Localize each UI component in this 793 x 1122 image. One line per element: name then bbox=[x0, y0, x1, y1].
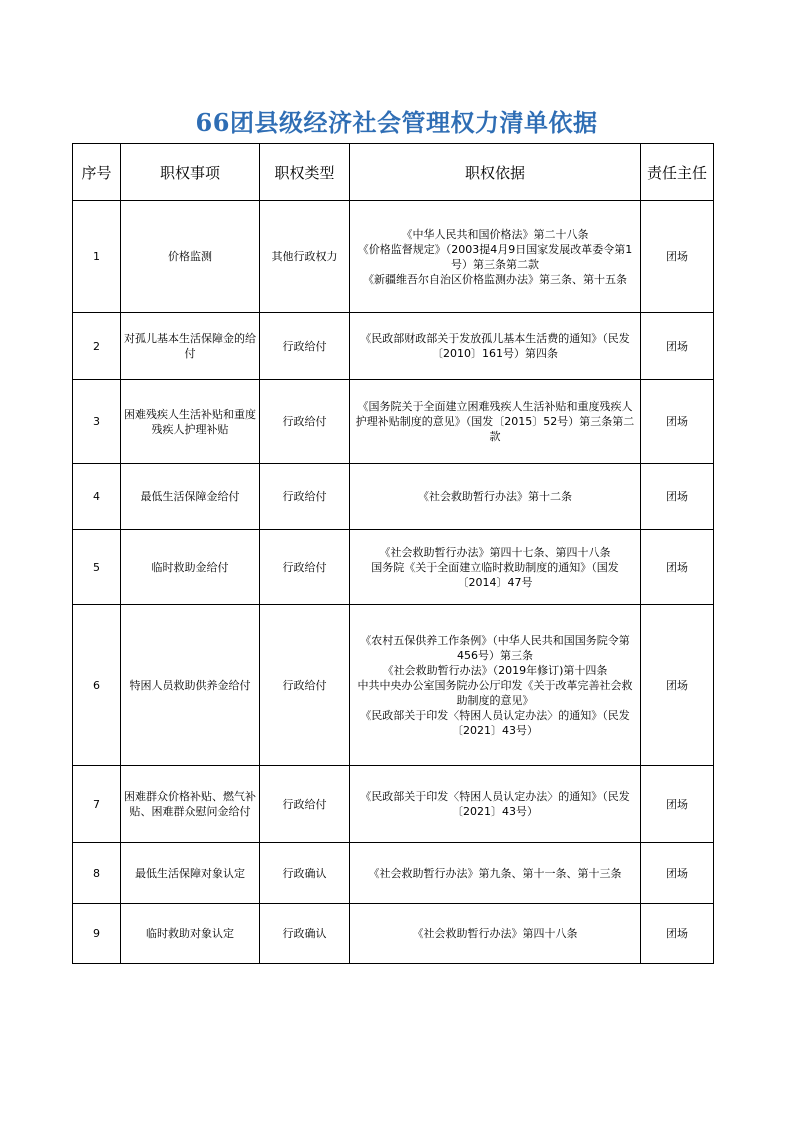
table-header-row bbox=[73, 144, 714, 201]
table-row bbox=[73, 201, 714, 313]
row-type: 行政确认 bbox=[260, 843, 350, 904]
basis-line: 《社会救助暂行办法》第四十七条、第四十八条 bbox=[379, 545, 611, 559]
basis-line: 《民政部关于印发〈特困人员认定办法〉的通知》（民发〔2021〕43号） bbox=[360, 790, 630, 818]
row-responsibility: 团场 bbox=[641, 380, 714, 464]
row-seq: 7 bbox=[73, 766, 121, 843]
row-item: 临时救助金给付 bbox=[121, 530, 260, 605]
row-type: 行政给付 bbox=[260, 766, 350, 843]
row-seq: 3 bbox=[73, 380, 121, 464]
row-basis bbox=[350, 843, 641, 904]
row-seq: 5 bbox=[73, 530, 121, 605]
row-item: 特困人员救助供养金给付 bbox=[121, 605, 260, 766]
row-type: 行政确认 bbox=[260, 904, 350, 964]
row-basis bbox=[350, 380, 641, 464]
table-row bbox=[73, 843, 714, 904]
row-seq: 1 bbox=[73, 201, 121, 313]
basis-line: 《社会救助暂行办法》第九条、第十一条、第十三条 bbox=[368, 866, 622, 880]
row-seq: 6 bbox=[73, 605, 121, 766]
table-row bbox=[73, 904, 714, 964]
header-responsibility: 责任主任 bbox=[641, 144, 714, 201]
header-seq: 序号 bbox=[73, 144, 121, 201]
basis-line: 《中华人民共和国价格法》第二十八条 bbox=[401, 227, 589, 241]
header-item: 职权事项 bbox=[121, 144, 260, 201]
header-basis: 职权依据 bbox=[350, 144, 641, 201]
power-list-table bbox=[72, 143, 714, 964]
row-basis bbox=[350, 464, 641, 530]
basis-line: 国务院《关于全面建立临时救助制度的通知》（国发〔2014〕47号 bbox=[371, 560, 619, 589]
basis-line: 《农村五保供养工作条例》（中华人民共和国国务院令第456号）第三条 bbox=[360, 633, 630, 662]
row-item: 价格监测 bbox=[121, 201, 260, 313]
row-basis bbox=[350, 605, 641, 766]
table-row bbox=[73, 464, 714, 530]
row-type: 行政给付 bbox=[260, 605, 350, 766]
row-basis bbox=[350, 313, 641, 380]
row-seq: 9 bbox=[73, 904, 121, 964]
row-responsibility: 团场 bbox=[641, 766, 714, 843]
row-item: 困难群众价格补贴、燃气补贴、困难群众慰问金给付 bbox=[121, 766, 260, 843]
row-basis bbox=[350, 201, 641, 313]
basis-line: 《民政部财政部关于发放孤儿基本生活费的通知》（民发〔2010〕161号）第四条 bbox=[360, 332, 630, 360]
row-type: 行政给付 bbox=[260, 530, 350, 605]
row-type: 行政给付 bbox=[260, 464, 350, 530]
page-title: 66团县级经济社会管理权力清单依据 bbox=[195, 108, 598, 137]
row-seq: 2 bbox=[73, 313, 121, 380]
basis-line: 《价格监督规定》（2003提4月9日国家发展改革委令第1号）第三条第二款 bbox=[357, 242, 633, 271]
row-responsibility: 团场 bbox=[641, 313, 714, 380]
row-responsibility: 团场 bbox=[641, 904, 714, 964]
row-responsibility: 团场 bbox=[641, 530, 714, 605]
row-basis bbox=[350, 904, 641, 964]
table-row bbox=[73, 766, 714, 843]
table-row bbox=[73, 313, 714, 380]
row-seq: 4 bbox=[73, 464, 121, 530]
row-item: 困难残疾人生活补贴和重度残疾人护理补贴 bbox=[121, 380, 260, 464]
basis-line: 《社会救助暂行办法》第十二条 bbox=[418, 490, 572, 503]
row-item: 最低生活保障对象认定 bbox=[121, 843, 260, 904]
header-type: 职权类型 bbox=[260, 144, 350, 201]
row-basis bbox=[350, 530, 641, 605]
basis-line: 《社会救助暂行办法》第四十八条 bbox=[412, 927, 578, 940]
row-type: 行政给付 bbox=[260, 313, 350, 380]
table-row bbox=[73, 380, 714, 464]
basis-line: 中共中央办公室国务院办公厅印发《关于改革完善社会救助制度的意见》 bbox=[357, 678, 633, 707]
row-basis bbox=[350, 766, 641, 843]
row-responsibility: 团场 bbox=[641, 605, 714, 766]
row-item: 最低生活保障金给付 bbox=[121, 464, 260, 530]
row-seq: 8 bbox=[73, 843, 121, 904]
basis-line: 《新疆维吾尔自治区价格监测办法》第三条、第十五条 bbox=[363, 272, 627, 286]
table-row bbox=[73, 605, 714, 766]
row-type: 行政给付 bbox=[260, 380, 350, 464]
basis-line: 《民政部关于印发〈特困人员认定办法〉的通知》（民发〔2021〕43号） bbox=[360, 708, 630, 737]
row-item: 临时救助对象认定 bbox=[121, 904, 260, 964]
row-type: 其他行政权力 bbox=[260, 201, 350, 313]
table-row bbox=[73, 530, 714, 605]
row-responsibility: 团场 bbox=[641, 464, 714, 530]
row-responsibility: 团场 bbox=[641, 201, 714, 313]
row-item: 对孤儿基本生活保障金的给付 bbox=[121, 313, 260, 380]
basis-line: 《社会救助暂行办法》（2019年修订)第十四条 bbox=[382, 663, 608, 677]
row-responsibility: 团场 bbox=[641, 843, 714, 904]
basis-line: 《国务院关于全面建立困难残疾人生活补贴和重度残疾人护理补贴制度的意见》（国发〔2015〕52号）第三条第二款 bbox=[355, 400, 635, 443]
